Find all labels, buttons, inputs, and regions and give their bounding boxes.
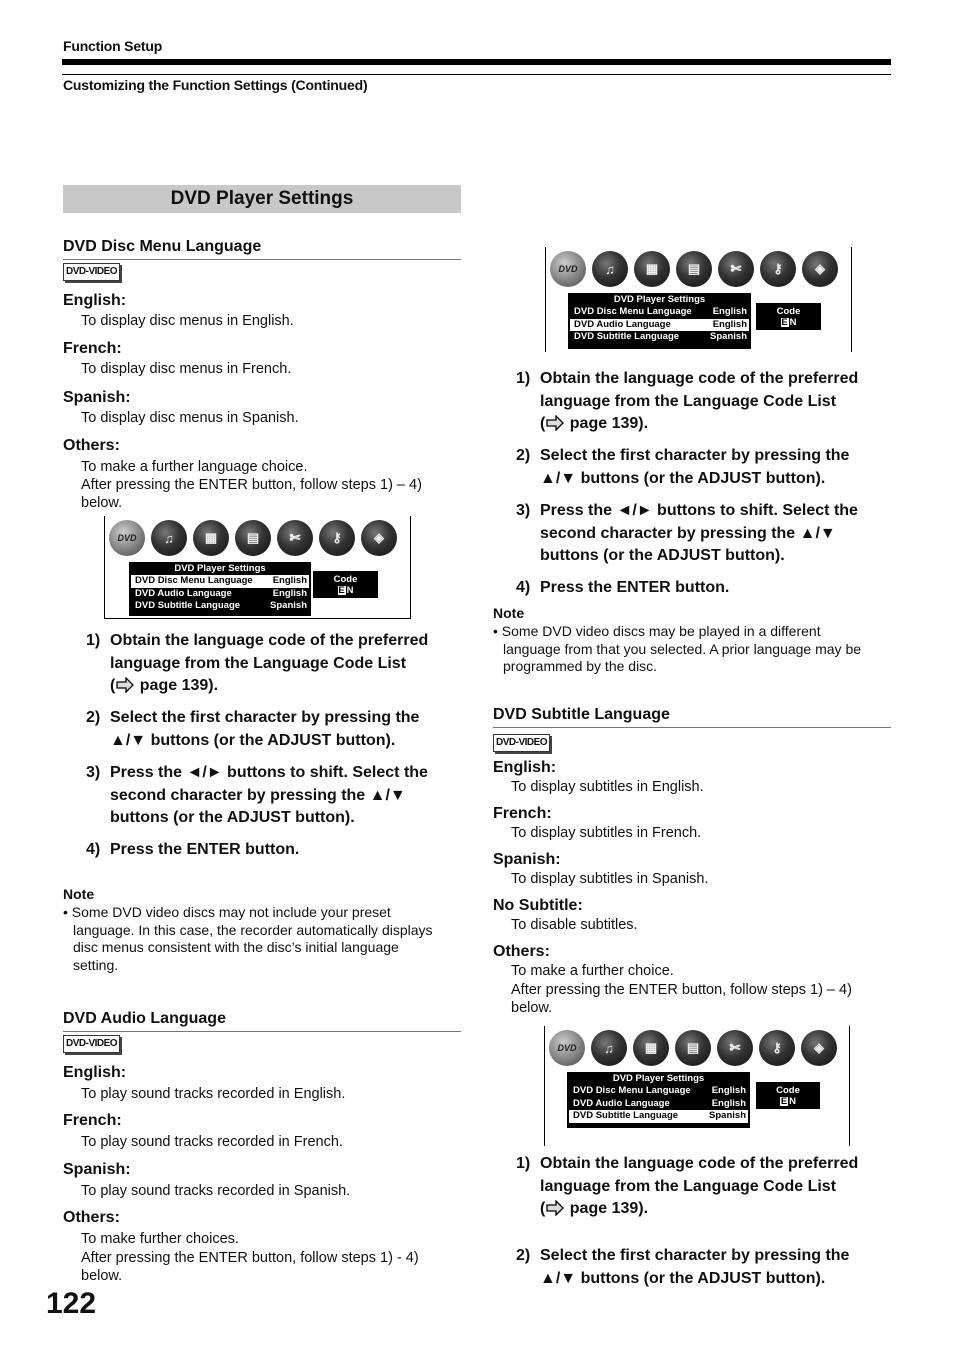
step-text: second character by pressing the ▲/▼	[110, 786, 406, 804]
code-label: Code	[333, 574, 358, 585]
step-2	[86, 707, 466, 753]
menu-row-label: DVD Audio Language	[573, 1097, 670, 1109]
code-box	[756, 303, 821, 330]
keys-icon: ⚷	[319, 520, 355, 556]
code-char-selected: E	[780, 1096, 788, 1107]
menu-row-label: DVD Disc Menu Language	[135, 575, 253, 586]
heading-rule	[63, 1031, 461, 1032]
subtitle-heading: DVD Subtitle Language	[493, 706, 670, 723]
running-header: Function Setup	[63, 38, 163, 54]
dvd-video-badge: DVD-VIDEO	[493, 734, 550, 752]
menu-row[interactable]	[568, 306, 751, 319]
speaker-icon: ♫	[591, 1030, 627, 1066]
option-title: Others:	[63, 1209, 120, 1226]
option-desc: To make further choices.	[81, 1231, 239, 1247]
menu-row-selected[interactable]	[131, 575, 309, 588]
window-icon: ▦	[633, 1030, 669, 1066]
option-title: French:	[63, 1112, 122, 1129]
heading-rule	[63, 259, 461, 260]
menu-row-value: English	[272, 587, 307, 599]
code-label: Code	[776, 1085, 800, 1096]
step-text: ▲/▼ buttons (or the ADJUST button).	[110, 731, 396, 749]
settings-menu	[567, 1072, 750, 1128]
speaker-icon: ♫	[151, 520, 187, 556]
dvd-video-icon: DVD	[549, 1030, 585, 1066]
menu-row-label: DVD Subtitle Language	[135, 600, 241, 611]
step-text: ▲/▼ buttons (or the ADJUST button).	[540, 1269, 826, 1287]
step-text: Press the ENTER button.	[540, 579, 730, 596]
option-title: Others:	[493, 943, 550, 960]
speaker-icon: ♫	[592, 251, 628, 287]
step-text: Press the ◄/► buttons to shift. Select the	[540, 502, 858, 519]
settings-menu	[129, 562, 311, 616]
menu-row[interactable]	[567, 1085, 750, 1098]
menu-row-value: Spanish	[710, 331, 747, 342]
disc-tray-icon: ◈	[361, 520, 397, 556]
option-desc: After pressing the ENTER button, follow steps 1) – 4)	[81, 477, 422, 493]
window-icon: ▦	[634, 251, 670, 287]
dvd-video-badge: DVD-VIDEO	[63, 263, 120, 281]
menu-row-selected[interactable]	[569, 1110, 748, 1123]
page-ref-arrow-icon: (	[540, 1200, 570, 1217]
note-title: Note	[493, 605, 525, 621]
option-title: No Subtitle:	[493, 897, 583, 914]
option-title: Spanish:	[493, 851, 561, 868]
option-desc: To display subtitles in French.	[511, 825, 702, 841]
step-text: page 139).	[569, 415, 649, 432]
menu-row-label: DVD Audio Language	[135, 587, 232, 599]
step-number: 4)	[86, 841, 101, 858]
menu-row[interactable]	[129, 588, 311, 601]
code-label: Code	[776, 306, 801, 317]
option-desc: To display disc menus in French.	[81, 361, 292, 377]
disc-menu-heading: DVD Disc Menu Language	[63, 238, 262, 255]
settings-menu	[568, 293, 751, 349]
note-line: programmed by the disc.	[503, 658, 658, 674]
step-2	[516, 1245, 896, 1291]
menu-row-selected[interactable]	[570, 319, 749, 332]
step-number: 3)	[516, 502, 531, 519]
step-number: 2)	[516, 447, 531, 464]
option-desc: To make a further choice.	[511, 963, 674, 979]
note-body	[493, 623, 893, 676]
option-title: French:	[493, 805, 552, 822]
note-line: disc menus consistent with the disc’s initial language	[73, 939, 399, 955]
film-icon: ▤	[676, 251, 712, 287]
header-rule-thick	[62, 59, 891, 65]
code-box	[756, 1082, 820, 1109]
step-number: 2)	[516, 1247, 531, 1264]
step-text: Select the first character by pressing the	[540, 1247, 850, 1264]
step-text: Press the ENTER button.	[110, 841, 300, 858]
page-ref-arrow-icon: (	[540, 415, 570, 432]
menu-row-value: English	[711, 1085, 746, 1096]
step-text: language from the Language Code List	[540, 392, 837, 410]
menu-row[interactable]	[567, 1098, 750, 1111]
note-line: language. In this case, the recorder automatically displays	[73, 921, 433, 938]
menu-row-value: Spanish	[270, 600, 307, 611]
dvd-video-icon: DVD	[109, 520, 145, 556]
option-desc: To play sound tracks recorded in Spanish.	[81, 1183, 351, 1199]
step-text: buttons (or the ADJUST button).	[540, 547, 785, 564]
option-title: Others:	[63, 437, 120, 454]
option-desc: To display disc menus in English.	[81, 313, 294, 329]
dvd-video-icon: DVD	[550, 251, 586, 287]
step-text: Obtain the language code of the preferred	[110, 632, 429, 649]
step-number: 3)	[86, 764, 101, 781]
step-text: second character by pressing the ▲/▼	[540, 524, 836, 542]
option-desc: below.	[511, 1000, 553, 1016]
option-desc: To display disc menus in Spanish.	[81, 410, 299, 426]
step-number: 1)	[516, 370, 531, 387]
option-title: English:	[493, 759, 557, 776]
menu-row-value: English	[712, 318, 747, 330]
step-1	[86, 630, 466, 700]
step-text: language from the Language Code List	[110, 654, 407, 672]
window-icon: ▦	[193, 520, 229, 556]
step-1	[516, 1153, 896, 1223]
option-title: English:	[63, 1064, 127, 1081]
wrench-icon: ✄	[718, 251, 754, 287]
option-title: Spanish:	[63, 389, 131, 406]
note-title: Note	[63, 886, 95, 902]
setup-screen-disc-menu	[104, 516, 411, 619]
step-text: buttons (or the ADJUST button).	[110, 809, 355, 826]
keys-icon: ⚷	[760, 251, 796, 287]
code-char: N	[789, 317, 797, 328]
menu-row-value: Spanish	[709, 1110, 746, 1121]
note-line: setting.	[73, 956, 119, 973]
header-rule-thin	[62, 74, 891, 75]
heading-rule	[493, 727, 891, 728]
disc-tray-icon: ◈	[801, 1030, 837, 1066]
step-4	[516, 577, 896, 601]
step-1	[516, 368, 896, 438]
step-number: 1)	[516, 1155, 531, 1172]
option-desc: To display subtitles in Spanish.	[511, 871, 709, 887]
menu-row-label: DVD Subtitle Language	[573, 1110, 679, 1121]
running-subheader: Customizing the Function Settings (Continued)	[63, 77, 368, 93]
step-text: page 139).	[569, 1200, 649, 1217]
menu-row[interactable]	[129, 600, 311, 613]
menu-icon-row	[549, 1030, 837, 1066]
film-icon: ▤	[675, 1030, 711, 1066]
menu-row-label: DVD Disc Menu Language	[574, 306, 692, 317]
option-desc: To play sound tracks recorded in French.	[81, 1134, 343, 1150]
step-2	[516, 445, 896, 491]
option-desc: below.	[81, 1268, 123, 1284]
keys-icon: ⚷	[759, 1030, 795, 1066]
code-char: N	[346, 585, 354, 596]
option-title: Spanish:	[63, 1161, 131, 1178]
menu-icon-row	[550, 251, 838, 287]
disc-tray-icon: ◈	[802, 251, 838, 287]
section-title: DVD Player Settings	[63, 185, 461, 213]
code-char-selected: E	[338, 585, 345, 596]
menu-title: DVD Player Settings	[613, 294, 706, 305]
step-3	[86, 762, 466, 832]
note-line: language from that you selected. A prior language may be	[503, 640, 862, 657]
note-body	[63, 904, 463, 974]
step-text: page 139).	[139, 677, 219, 694]
menu-title: DVD Player Settings	[174, 563, 266, 574]
note-line: • Some DVD video discs may not include your preset	[63, 904, 391, 920]
menu-row-value: English	[272, 575, 307, 586]
step-text: Select the first character by pressing the	[110, 709, 420, 726]
wrench-icon: ✄	[717, 1030, 753, 1066]
option-desc: To display subtitles in English.	[511, 779, 704, 795]
step-number: 4)	[516, 579, 531, 596]
step-text: language from the Language Code List	[540, 1177, 837, 1195]
option-title: French:	[63, 340, 122, 357]
menu-row[interactable]	[568, 331, 751, 344]
menu-row-label: DVD Disc Menu Language	[573, 1085, 691, 1096]
film-icon: ▤	[235, 520, 271, 556]
step-text: Press the ◄/► buttons to shift. Select the	[110, 764, 428, 781]
menu-row-label: DVD Audio Language	[574, 318, 671, 330]
wrench-icon: ✄	[277, 520, 313, 556]
option-desc: After pressing the ENTER button, follow steps 1) - 4)	[81, 1250, 419, 1266]
option-desc: below.	[81, 495, 123, 511]
setup-screen-subtitle	[544, 1026, 850, 1146]
code-char-selected: E	[781, 317, 788, 328]
step-4	[86, 839, 466, 863]
step-number: 2)	[86, 709, 101, 726]
setup-screen-audio	[545, 247, 852, 352]
step-text: Obtain the language code of the preferred	[540, 1155, 859, 1172]
page-ref-arrow-icon: (	[110, 677, 140, 694]
option-desc: To play sound tracks recorded in English.	[81, 1086, 346, 1102]
step-number: 1)	[86, 632, 101, 649]
option-desc: To make a further language choice.	[81, 459, 308, 475]
menu-row-value: English	[711, 1097, 746, 1109]
audio-heading: DVD Audio Language	[63, 1010, 226, 1027]
menu-row-value: English	[712, 306, 747, 317]
menu-icon-row	[109, 520, 397, 556]
code-char: N	[789, 1096, 796, 1107]
page-number: 122	[46, 1287, 97, 1320]
menu-row-label: DVD Subtitle Language	[574, 331, 680, 342]
menu-title: DVD Player Settings	[612, 1073, 705, 1084]
code-box	[313, 571, 378, 598]
step-text: ▲/▼ buttons (or the ADJUST button).	[540, 469, 826, 487]
dvd-video-badge: DVD-VIDEO	[63, 1035, 120, 1053]
step-3	[516, 500, 896, 570]
step-text: Select the first character by pressing the	[540, 447, 850, 464]
option-title: English:	[63, 292, 127, 309]
note-line: • Some DVD video discs may be played in a different	[493, 623, 821, 639]
step-text: Obtain the language code of the preferred	[540, 370, 859, 387]
option-desc: To disable subtitles.	[511, 917, 638, 933]
option-desc: After pressing the ENTER button, follow steps 1) – 4)	[511, 982, 852, 998]
